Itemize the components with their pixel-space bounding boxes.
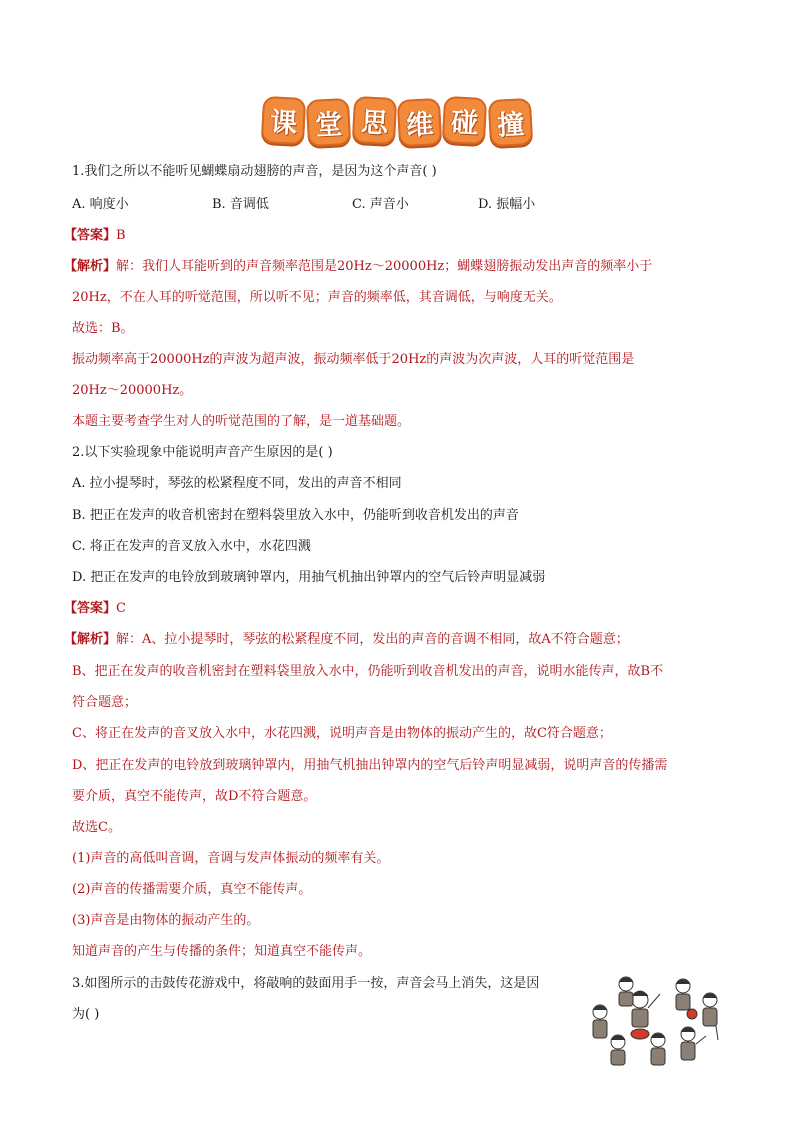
q1-note: 振动频率高于20000Hz的声波为超声波，振动频率低于20Hz的声波为次声波，人耳的听觉范围是 — [72, 352, 635, 367]
q1-note: 本题主要考查学生对人的听觉范围的了解，是一道基础题。 — [72, 414, 411, 429]
q2-analysis-line: C、将正在发声的音叉放入水中，水花四溅，说明声音是由物体的振动产生的，故C符合题意； — [72, 726, 612, 741]
q1-stem: 1.我们之所以不能听见蝴蝶扇动翅膀的声音，是因为这个声音( ) — [72, 164, 437, 179]
answer-value: C — [116, 601, 126, 616]
q1-option-d: D. 振幅小 — [478, 197, 536, 212]
answer-tag: 【答案】 — [64, 601, 117, 616]
title-char: 思 — [351, 96, 397, 145]
q3-stem: 为( ) — [72, 1007, 100, 1022]
title-char: 堂 — [306, 98, 352, 147]
q2-option-b: B. 把正在发声的收音机密封在塑料袋里放入水中，仍能听到收音机发出的声音 — [72, 508, 519, 523]
answer-tag: 【答案】 — [64, 228, 117, 243]
q2-analysis-line — [64, 630, 724, 650]
analysis-text: 解：A、拉小提琴时，琴弦的松紧程度不同，发出的声音的音调不相同，故A不符合题意； — [116, 632, 629, 647]
q2-analysis-line: B、把正在发声的收音机密封在塑料袋里放入水中，仍能听到收音机发出的声音，说明水能传声，故B不 — [72, 664, 664, 679]
q2-note: 知道声音的产生与传播的条件；知道真空不能传声。 — [72, 944, 372, 959]
title-char: 维 — [397, 98, 443, 147]
q2-choice: 故选C。 — [72, 820, 121, 835]
q2-note: (2)声音的传播需要介质，真空不能传声。 — [72, 882, 312, 897]
analysis-tag: 【解析】 — [64, 632, 117, 647]
q1-option-c: C. 声音小 — [352, 197, 409, 212]
q2-option-c: C. 将正在发声的音叉放入水中，水花四溅 — [72, 539, 311, 554]
q2-stem: 2.以下实验现象中能说明声音产生原因的是( ) — [72, 445, 333, 460]
analysis-text: 解：我们人耳能听到的声音频率范围是20Hz～20000Hz；蝴蝶翅膀振动发出声音的频率小于 — [116, 259, 653, 274]
q1-options — [72, 195, 732, 215]
q1-analysis-line — [64, 257, 724, 277]
q3-stem: 3.如图所示的击鼓传花游戏中，将敲响的鼓面用手一按，声音会马上消失，这是因 — [72, 976, 540, 991]
q1-analysis-line: 20Hz，不在人耳的听觉范围，所以听不见；声音的频率低，其音调低，与响度无关。 — [72, 290, 562, 305]
q2-analysis-line: 符合题意； — [72, 695, 138, 710]
q1-option-a: A. 响度小 — [72, 197, 129, 212]
q2-answer — [64, 599, 724, 619]
q2-option-d: D. 把正在发声的电铃放到玻璃钟罩内，用抽气机抽出钟罩内的空气后铃声明显减弱 — [72, 570, 546, 585]
title-char: 课 — [261, 96, 307, 145]
answer-value: B — [116, 228, 126, 243]
title-char: 撞 — [487, 98, 533, 147]
q1-option-b: B. 音调低 — [212, 197, 269, 212]
q2-analysis-line: D、把正在发声的电铃放到玻璃钟罩内，用抽气机抽出钟罩内的空气后铃声明显减弱，说明声音的传播需 — [72, 758, 668, 773]
title-char: 碰 — [442, 96, 488, 145]
q2-option-a: A. 拉小提琴时，琴弦的松紧程度不同，发出的声音不相同 — [72, 476, 402, 491]
drum-game-illustration — [588, 972, 726, 1067]
q2-note: (3)声音是由物体的振动产生的。 — [72, 913, 260, 928]
q1-note: 20Hz～20000Hz。 — [72, 383, 193, 398]
q2-note: (1)声音的高低叫音调，音调与发声体振动的频率有关。 — [72, 851, 390, 866]
q1-answer — [64, 226, 724, 246]
section-title-banner — [262, 97, 532, 145]
q1-choice: 故选：B。 — [72, 321, 134, 336]
analysis-tag: 【解析】 — [64, 259, 117, 274]
q2-analysis-line: 要介质，真空不能传声，故D不符合题意。 — [72, 789, 317, 804]
